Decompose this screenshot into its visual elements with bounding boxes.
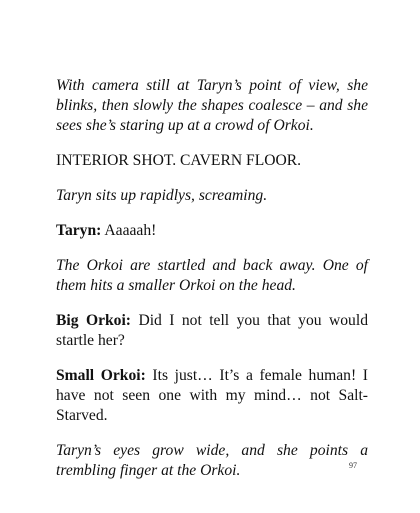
stage-direction-1: With camera still at Taryn’s point of view, she blinks, then slowly the shapes coalesce – and she sees she’s staring up at a crowd of Orkoi.: [56, 77, 368, 134]
page-number: 97: [349, 461, 357, 470]
dialogue-line: Aaaaah!: [104, 222, 157, 239]
stage-direction-3: The Orkoi are startled and back away. One of them hits a smaller Orkoi on the head.: [56, 257, 368, 294]
dialogue-taryn: [56, 221, 368, 241]
speaker-name: Taryn:: [56, 222, 102, 239]
speaker-name: Big Orkoi:: [56, 312, 131, 329]
stage-direction-2: Taryn sits up rapidlys, screaming.: [56, 187, 268, 204]
stage-direction-4: Taryn’s eyes grow wide, and she points a trembling finger at the Orkoi.: [56, 442, 368, 479]
scene-heading: INTERIOR SHOT. CAVERN FLOOR.: [56, 152, 302, 169]
page-body: [56, 76, 368, 496]
dialogue-big-orkoi: [56, 311, 368, 351]
dialogue-line: Did I not tell you that you would startle her?: [56, 312, 368, 349]
dialogue-small-orkoi: [56, 366, 368, 426]
speaker-name: Small Orkoi:: [56, 367, 146, 384]
dialogue-line: Its just… It’s a female human! I have not seen one with my mind… not Salt-Starved.: [56, 367, 368, 424]
